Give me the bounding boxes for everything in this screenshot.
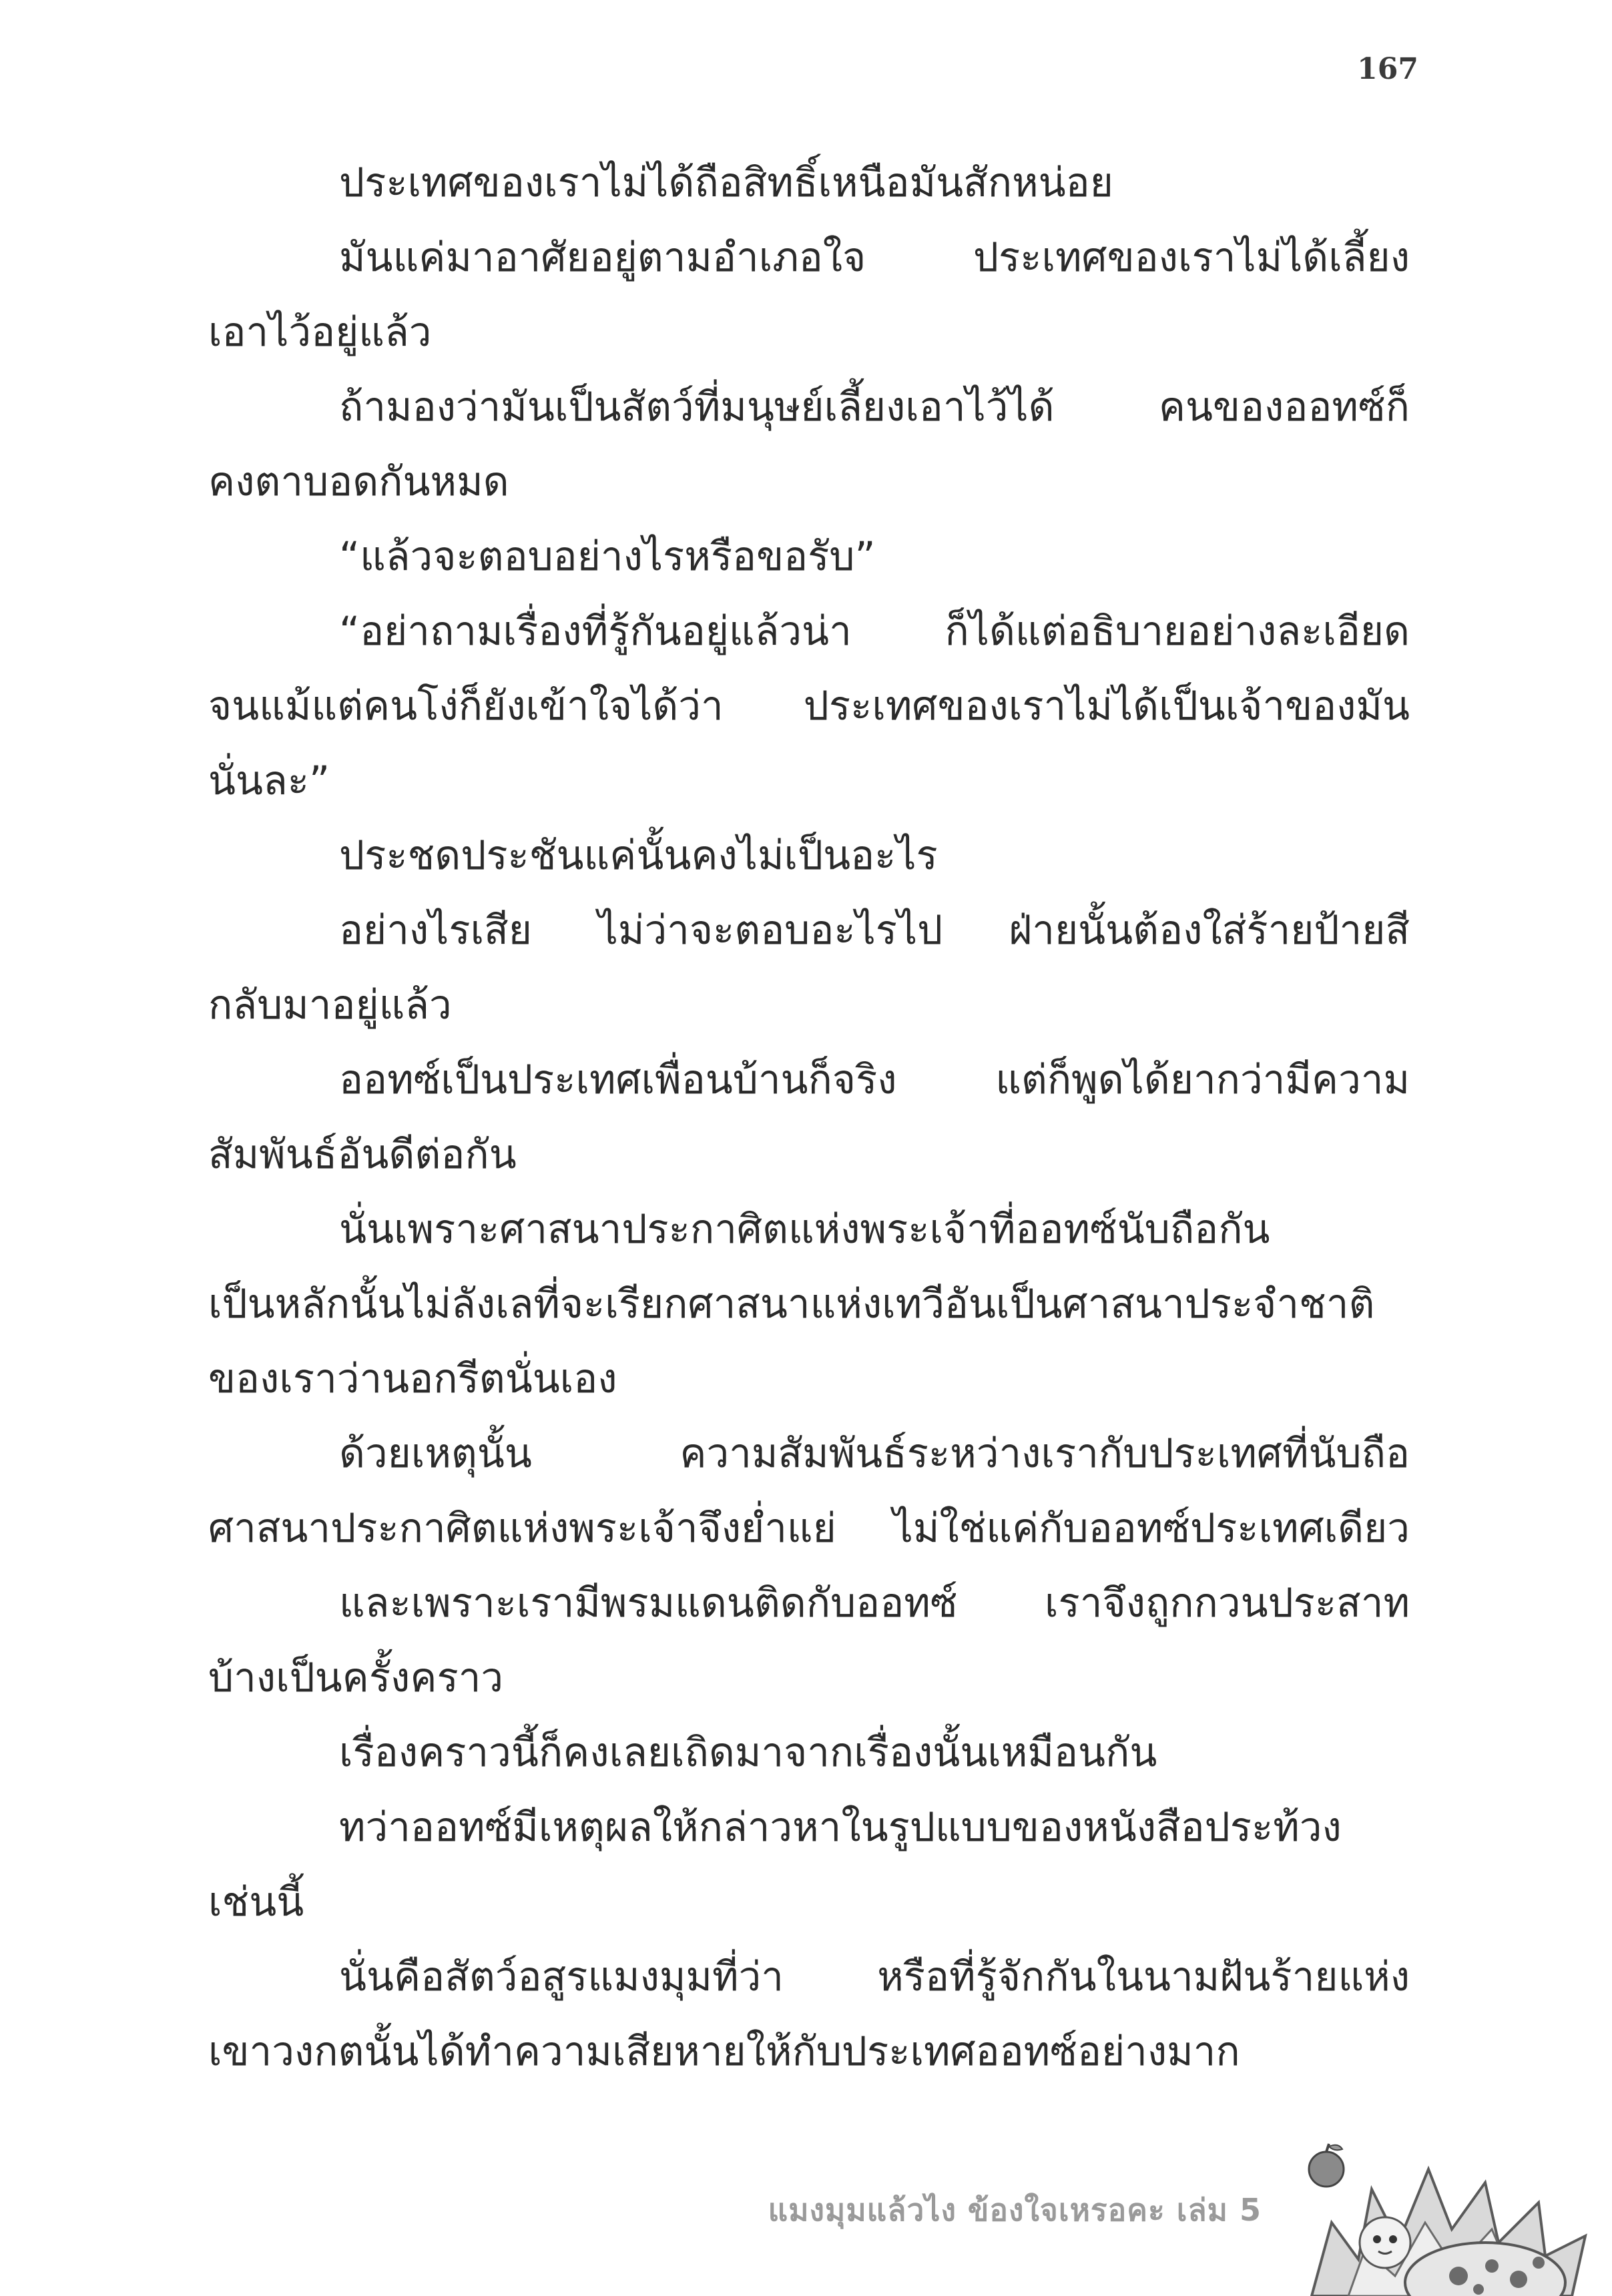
text-line: “แล้วจะตอบอย่างไรหรือขอรับ”: [339, 533, 876, 580]
text-line: เอาไว้อยู่แล้ว: [208, 309, 432, 356]
text-line: ประเทศของเราไม่ได้ถือสิทธิ์เหนือมันสักหน่อย: [339, 160, 1113, 206]
spider-mascot-illustration: [1285, 2142, 1612, 2296]
book-title-footer: แมงมุมแล้วไง ข้องใจเหรอคะ เล่ม 5: [768, 2192, 1262, 2228]
text-line: ศาสนาประกาศิตแห่งพระเจ้าจึงย่ำแย่ ไม่ใช่แค่กับออทซ์ประเทศเดียว: [208, 1505, 1410, 1552]
text-line: นั่นคือสัตว์อสูรแมงมุมที่ว่า หรือที่รู้จักกันในนามฝันร้ายแห่ง: [339, 1954, 1410, 2000]
text-line: “อย่าถามเรื่องที่รู้กันอยู่แล้วน่า ก็ได้แต่อธิบายอย่างละเอียด: [339, 608, 1410, 655]
text-line: เรื่องคราวนี้ก็คงเลยเถิดมาจากเรื่องนั้นเหมือนกัน: [339, 1729, 1157, 1776]
text-line: ของเราว่านอกรีตนั่นเอง: [208, 1356, 617, 1402]
text-line: ทว่าออทซ์มีเหตุผลให้กล่าวหาในรูปแบบของหนังสือประท้วง: [339, 1804, 1342, 1851]
text-line: ออทซ์เป็นประเทศเพื่อนบ้านก็จริง แต่ก็พูดได้ยากว่ามีความ: [339, 1057, 1410, 1103]
text-line: กลับมาอยู่แล้ว: [208, 982, 452, 1029]
text-line: จนแม้แต่คนโง่ก็ยังเข้าใจได้ว่า ประเทศของเราไม่ได้เป็นเจ้าของมัน: [208, 683, 1410, 730]
text-line: เป็นหลักนั้นไม่ลังเลที่จะเรียกศาสนาแห่งเทวีอันเป็นศาสนาประจำชาติ: [208, 1281, 1375, 1328]
text-line: และเพราะเรามีพรมแดนติดกับออทซ์ เราจึงถูกกวนประสาท: [339, 1580, 1410, 1627]
text-line: คงตาบอดกันหมด: [208, 459, 509, 505]
text-line: นั่นละ”: [208, 758, 330, 804]
text-line: สัมพันธ์อันดีต่อกัน: [208, 1131, 517, 1178]
text-line: เขาวงกตนั้นได้ทำความเสียหายให้กับประเทศออทซ์อย่างมาก: [208, 2028, 1240, 2075]
text-line: ด้วยเหตุนั้น ความสัมพันธ์ระหว่างเรากับประเทศที่นับถือ: [339, 1430, 1410, 1477]
text-line: ถ้ามองว่ามันเป็นสัตว์ที่มนุษย์เลี้ยงเอาไว้ได้ คนของออทซ์ก็: [339, 384, 1410, 431]
body-text: [208, 146, 1410, 2089]
text-line: บ้างเป็นครั้งคราว: [208, 1655, 504, 1701]
text-line: มันแค่มาอาศัยอยู่ตามอำเภอใจ ประเทศของเราไม่ได้เลี้ยง: [339, 234, 1410, 281]
text-line: อย่างไรเสีย ไม่ว่าจะตอบอะไรไป ฝ่ายนั้นต้องใส่ร้ายป้ายสี: [339, 907, 1410, 954]
page-number: 167: [1357, 52, 1418, 86]
text-line: ประชดประชันแค่นั้นคงไม่เป็นอะไร: [339, 832, 938, 879]
text-line: เช่นนี้: [208, 1879, 304, 1926]
text-line: นั่นเพราะศาสนาประกาศิตแห่งพระเจ้าที่ออทซ์นับถือกัน: [339, 1206, 1270, 1253]
